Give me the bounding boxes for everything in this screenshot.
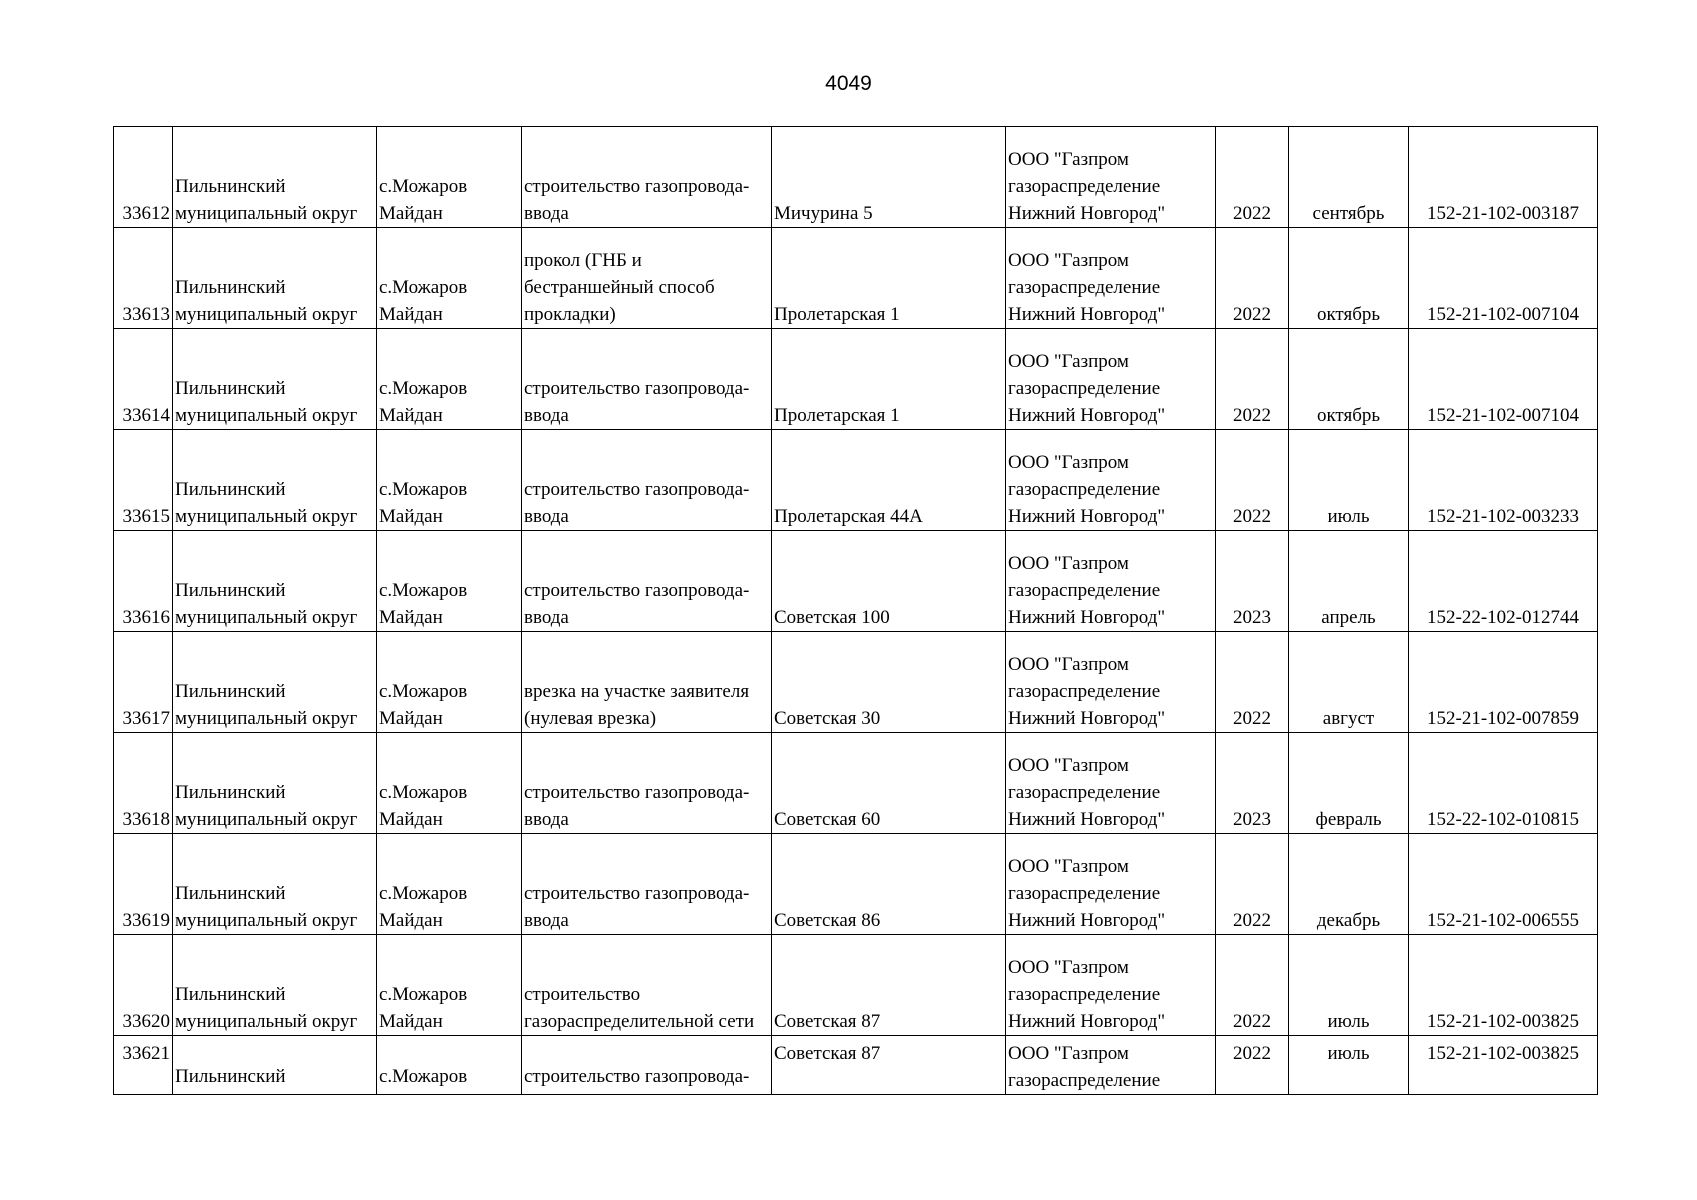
organization-cell-line: газораспределение xyxy=(1008,378,1161,399)
organization-cell-line: ООО "Газпром xyxy=(1008,1043,1129,1064)
organization-cell-line: газораспределение xyxy=(1008,681,1161,702)
row-number: 33613 xyxy=(114,228,173,329)
organization-cell-line: ООО "Газпром xyxy=(1008,957,1129,978)
district-cell-line: муниципальный округ xyxy=(175,304,358,325)
organization-cell-line: ООО "Газпром xyxy=(1008,654,1129,675)
district-cell xyxy=(173,632,377,733)
row-number: 33614 xyxy=(114,329,173,430)
district-cell xyxy=(173,733,377,834)
organization-cell xyxy=(1006,127,1216,228)
year-cell: 2022 xyxy=(1216,127,1289,228)
month-cell: сентябрь xyxy=(1289,127,1409,228)
address-cell: Пролетарская 44А xyxy=(772,430,1006,531)
organization-cell-line: Нижний Новгород" xyxy=(1008,708,1166,729)
settlement-cell xyxy=(377,430,522,531)
code-cell: 152-21-102-003825 xyxy=(1409,1036,1598,1095)
organization-cell xyxy=(1006,834,1216,935)
settlement-cell-line: с.Можаров xyxy=(379,984,468,1005)
district-cell: Пильнинский xyxy=(173,1036,377,1095)
settlement-cell-line: с.Можаров xyxy=(379,176,468,197)
district-cell-line: муниципальный округ xyxy=(175,708,358,729)
work-type-cell xyxy=(522,531,772,632)
address-cell: Пролетарская 1 xyxy=(772,228,1006,329)
organization-cell xyxy=(1006,632,1216,733)
organization-cell-line: газораспределение xyxy=(1008,176,1161,197)
table-row xyxy=(114,834,1598,935)
settlement-cell-line: Майдан xyxy=(379,910,443,931)
district-cell xyxy=(173,834,377,935)
settlement-cell-line: Майдан xyxy=(379,203,443,224)
year-cell: 2022 xyxy=(1216,329,1289,430)
work-type-cell xyxy=(522,935,772,1036)
district-cell-line: Пильнинский xyxy=(175,176,286,197)
district-cell xyxy=(173,531,377,632)
organization-cell-line: газораспределение xyxy=(1008,277,1161,298)
settlement-cell xyxy=(377,935,522,1036)
settlement-cell-line: с.Можаров xyxy=(379,883,468,904)
work-type-cell xyxy=(522,430,772,531)
organization-cell-line: Нижний Новгород" xyxy=(1008,809,1166,830)
settlement-cell-line: Майдан xyxy=(379,1011,443,1032)
organization-cell-line: ООО "Газпром xyxy=(1008,755,1129,776)
year-cell: 2023 xyxy=(1216,531,1289,632)
code-cell: 152-22-102-010815 xyxy=(1409,733,1598,834)
address-cell: Советская 87 xyxy=(772,935,1006,1036)
table-row xyxy=(114,632,1598,733)
settlement-cell-line: с.Можаров xyxy=(379,580,468,601)
settlement-cell xyxy=(377,733,522,834)
year-cell: 2023 xyxy=(1216,733,1289,834)
work-type-cell-line: строительство газопровода- xyxy=(524,580,750,601)
work-type-cell-line: строительство xyxy=(524,984,641,1005)
row-number: 33620 xyxy=(114,935,173,1036)
organization-cell-line: газораспределение xyxy=(1008,883,1161,904)
district-cell-line: муниципальный округ xyxy=(175,809,358,830)
district-cell xyxy=(173,935,377,1036)
row-number: 33615 xyxy=(114,430,173,531)
organization-cell-line: ООО "Газпром xyxy=(1008,452,1129,473)
organization-cell-line: Нижний Новгород" xyxy=(1008,405,1166,426)
district-cell-line: Пильнинский xyxy=(175,479,286,500)
work-type-cell-line: прокол (ГНБ и xyxy=(524,250,642,271)
settlement-cell-line: с.Можаров xyxy=(379,782,468,803)
work-type-cell-line: строительство газопровода- xyxy=(524,176,750,197)
work-type-cell-line: строительство газопровода- xyxy=(524,883,750,904)
organization-cell-line: газораспределение xyxy=(1008,984,1161,1005)
year-cell: 2022 xyxy=(1216,935,1289,1036)
page-number: 4049 xyxy=(825,72,872,95)
month-cell: июль xyxy=(1289,1036,1409,1095)
code-cell: 152-22-102-012744 xyxy=(1409,531,1598,632)
work-type-cell-line: строительство газопровода- xyxy=(524,378,750,399)
row-number: 33619 xyxy=(114,834,173,935)
row-number: 33616 xyxy=(114,531,173,632)
table-row xyxy=(114,1036,1598,1095)
organization-cell xyxy=(1006,531,1216,632)
work-type-cell-line: ввода xyxy=(524,607,569,628)
address-cell: Советская 60 xyxy=(772,733,1006,834)
district-cell-line: Пильнинский xyxy=(175,277,286,298)
district-cell-line: муниципальный округ xyxy=(175,910,358,931)
work-type-cell xyxy=(522,834,772,935)
table-row xyxy=(114,127,1598,228)
organization-cell xyxy=(1006,1036,1216,1095)
work-type-cell-line: прокладки) xyxy=(524,304,616,325)
table-row xyxy=(114,228,1598,329)
settlement-cell xyxy=(377,228,522,329)
organization-cell xyxy=(1006,329,1216,430)
year-cell: 2022 xyxy=(1216,1036,1289,1095)
organization-cell xyxy=(1006,733,1216,834)
code-cell: 152-21-102-007104 xyxy=(1409,228,1598,329)
work-type-cell xyxy=(522,228,772,329)
table-row xyxy=(114,733,1598,834)
address-cell: Пролетарская 1 xyxy=(772,329,1006,430)
month-cell: декабрь xyxy=(1289,834,1409,935)
district-cell-line: Пильнинский xyxy=(175,782,286,803)
settlement-cell-line: Майдан xyxy=(379,607,443,628)
organization-cell xyxy=(1006,430,1216,531)
district-cell-line: муниципальный округ xyxy=(175,506,358,527)
table-row xyxy=(114,935,1598,1036)
settlement-cell: с.Можаров xyxy=(377,1036,522,1095)
district-cell xyxy=(173,127,377,228)
district-cell-line: муниципальный округ xyxy=(175,203,358,224)
settlement-cell-line: Майдан xyxy=(379,809,443,830)
work-type-cell-line: бестраншейный способ xyxy=(524,277,715,298)
row-number: 33621 xyxy=(114,1036,173,1095)
organization-cell-line: ООО "Газпром xyxy=(1008,351,1129,372)
code-cell: 152-21-102-007859 xyxy=(1409,632,1598,733)
settlement-cell-line: с.Можаров xyxy=(379,378,468,399)
work-type-cell-line: ввода xyxy=(524,809,569,830)
organization-cell-line: газораспределение xyxy=(1008,1070,1161,1091)
year-cell: 2022 xyxy=(1216,430,1289,531)
settlement-cell-line: Майдан xyxy=(379,304,443,325)
organization-cell-line: газораспределение xyxy=(1008,580,1161,601)
organization-cell xyxy=(1006,228,1216,329)
district-cell-line: Пильнинский xyxy=(175,883,286,904)
district-cell-line: Пильнинский xyxy=(175,580,286,601)
organization-cell-line: Нижний Новгород" xyxy=(1008,607,1166,628)
district-cell xyxy=(173,329,377,430)
address-cell: Советская 86 xyxy=(772,834,1006,935)
organization-cell-line: Нижний Новгород" xyxy=(1008,304,1166,325)
month-cell: февраль xyxy=(1289,733,1409,834)
row-number: 33618 xyxy=(114,733,173,834)
work-type-cell: строительство газопровода- xyxy=(522,1036,772,1095)
settlement-cell-line: с.Можаров xyxy=(379,681,468,702)
year-cell: 2022 xyxy=(1216,632,1289,733)
organization-cell-line: ООО "Газпром xyxy=(1008,553,1129,574)
work-type-cell-line: газораспределительной сети xyxy=(524,1011,755,1032)
district-cell xyxy=(173,430,377,531)
month-cell: октябрь xyxy=(1289,228,1409,329)
organization-cell-line: Нижний Новгород" xyxy=(1008,910,1166,931)
district-cell xyxy=(173,228,377,329)
table-row xyxy=(114,531,1598,632)
organization-cell-line: ООО "Газпром xyxy=(1008,250,1129,271)
row-number: 33612 xyxy=(114,127,173,228)
table-row xyxy=(114,329,1598,430)
district-cell-line: муниципальный округ xyxy=(175,1011,358,1032)
address-cell: Советская 30 xyxy=(772,632,1006,733)
work-type-cell-line: ввода xyxy=(524,910,569,931)
district-cell-line: Пильнинский xyxy=(175,681,286,702)
district-cell-line: Пильнинский xyxy=(175,984,286,1005)
address-cell: Советская 100 xyxy=(772,531,1006,632)
organization-cell xyxy=(1006,935,1216,1036)
settlement-cell xyxy=(377,834,522,935)
organization-cell-line: ООО "Газпром xyxy=(1008,856,1129,877)
work-type-cell xyxy=(522,632,772,733)
code-cell: 152-21-102-003233 xyxy=(1409,430,1598,531)
year-cell: 2022 xyxy=(1216,228,1289,329)
month-cell: август xyxy=(1289,632,1409,733)
settlement-cell xyxy=(377,127,522,228)
code-cell: 152-21-102-003187 xyxy=(1409,127,1598,228)
work-type-cell-line: ввода xyxy=(524,506,569,527)
work-type-cell-line: (нулевая врезка) xyxy=(524,708,657,729)
organization-cell-line: газораспределение xyxy=(1008,782,1161,803)
settlement-cell-line: Майдан xyxy=(379,405,443,426)
month-cell: апрель xyxy=(1289,531,1409,632)
organization-cell-line: Нижний Новгород" xyxy=(1008,1011,1166,1032)
organization-cell-line: ООО "Газпром xyxy=(1008,149,1129,170)
work-type-cell-line: строительство газопровода- xyxy=(524,782,750,803)
work-type-cell xyxy=(522,127,772,228)
year-cell: 2022 xyxy=(1216,834,1289,935)
district-cell-line: Пильнинский xyxy=(175,378,286,399)
settlement-cell-line: с.Можаров xyxy=(379,277,468,298)
work-type-cell xyxy=(522,329,772,430)
code-cell: 152-21-102-007104 xyxy=(1409,329,1598,430)
settlement-cell xyxy=(377,531,522,632)
address-cell: Советская 87 xyxy=(772,1036,1006,1095)
district-cell-line: муниципальный округ xyxy=(175,607,358,628)
organization-cell-line: Нижний Новгород" xyxy=(1008,203,1166,224)
work-type-cell xyxy=(522,733,772,834)
table-row xyxy=(114,430,1598,531)
work-type-cell-line: врезка на участке заявителя xyxy=(524,681,750,702)
code-cell: 152-21-102-006555 xyxy=(1409,834,1598,935)
work-type-cell-line: строительство газопровода- xyxy=(524,479,750,500)
month-cell: июль xyxy=(1289,935,1409,1036)
settlement-cell-line: Майдан xyxy=(379,506,443,527)
month-cell: октябрь xyxy=(1289,329,1409,430)
code-cell: 152-21-102-003825 xyxy=(1409,935,1598,1036)
organization-cell-line: газораспределение xyxy=(1008,479,1161,500)
district-cell-line: муниципальный округ xyxy=(175,405,358,426)
settlement-cell-line: Майдан xyxy=(379,708,443,729)
month-cell: июль xyxy=(1289,430,1409,531)
organization-cell-line: Нижний Новгород" xyxy=(1008,506,1166,527)
work-type-cell-line: ввода xyxy=(524,405,569,426)
row-number: 33617 xyxy=(114,632,173,733)
settlement-cell xyxy=(377,329,522,430)
settlement-cell-line: с.Можаров xyxy=(379,479,468,500)
settlement-cell xyxy=(377,632,522,733)
address-cell: Мичурина 5 xyxy=(772,127,1006,228)
work-type-cell-line: ввода xyxy=(524,203,569,224)
registry-table xyxy=(113,126,1598,1095)
